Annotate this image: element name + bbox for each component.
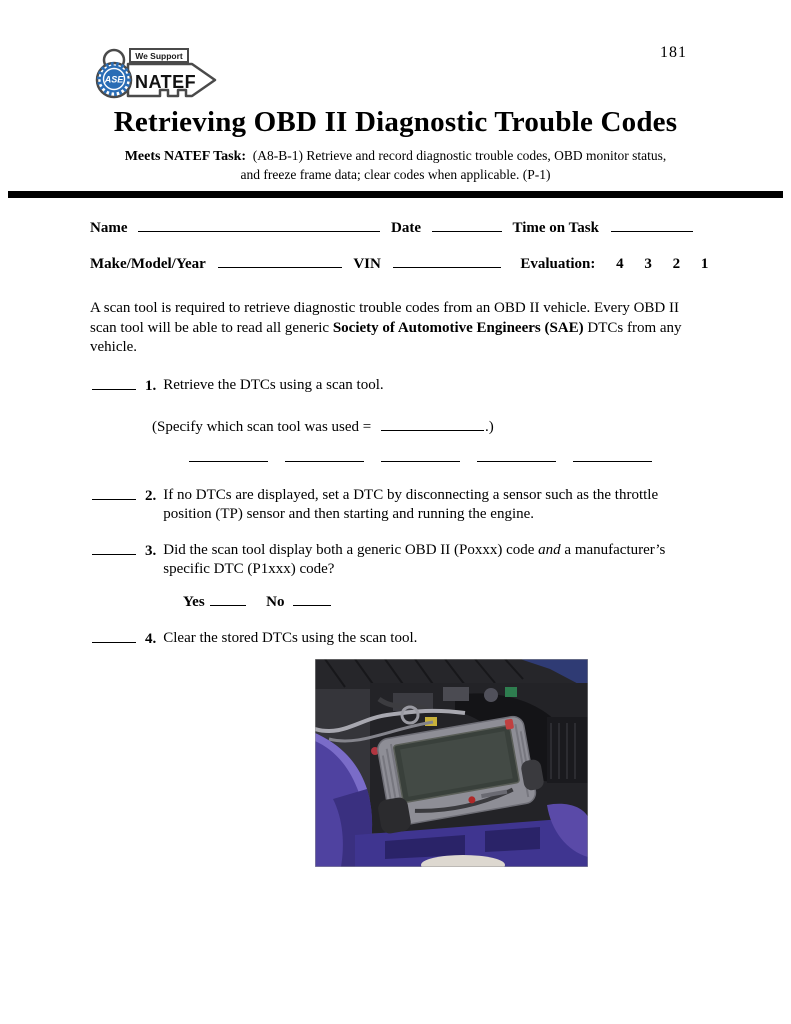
vin-label: VIN xyxy=(353,256,381,272)
task-1-text: Retrieve the DTCs using a scan tool. xyxy=(163,377,384,393)
natef-task-statement xyxy=(0,147,791,184)
yes-field[interactable] xyxy=(210,592,246,606)
make-model-year-field[interactable] xyxy=(218,254,342,268)
sae-bold-text: Society of Automotive Engineers (SAE) xyxy=(332,319,584,336)
task-1-status-blank[interactable] xyxy=(92,376,136,390)
dtc-code-field-5[interactable] xyxy=(573,448,652,462)
intro-paragraph: A scan tool is required to retrieve diagnostic trouble codes from an OBD II vehicle. Every OBD II scan tool will be able to read all generic Society of Automotive Engineers (SAE) DTCs from any vehicle. xyxy=(90,300,682,355)
task-3-italic-and: and xyxy=(538,542,561,558)
yes-label: Yes xyxy=(183,594,205,610)
task-4-number: 4. xyxy=(145,631,157,647)
header-divider-rule xyxy=(8,191,783,198)
date-field[interactable] xyxy=(432,218,502,232)
yes-no-row xyxy=(183,592,331,611)
natef-key-icon xyxy=(88,46,228,104)
page-title: Retrieving OBD II Diagnostic Trouble Codes xyxy=(113,106,678,138)
natef-logo xyxy=(88,46,228,104)
dtc-code-field-3[interactable] xyxy=(381,448,460,462)
task-4-status-blank[interactable] xyxy=(92,629,136,643)
task-line-2: and freeze frame data; clear codes when applicable. (P-1) xyxy=(240,167,551,182)
task-1-number: 1. xyxy=(145,378,157,394)
engine-bay-photo xyxy=(315,659,588,867)
task-item-2 xyxy=(92,486,703,524)
evaluation-score-3[interactable]: 3 xyxy=(644,256,652,272)
dtc-code-field-1[interactable] xyxy=(189,448,268,462)
page-number: 181 xyxy=(660,44,687,61)
task-2-status-blank[interactable] xyxy=(92,486,136,500)
vehicle-info-row xyxy=(90,254,708,273)
time-on-task-field[interactable] xyxy=(611,218,693,232)
natef-label: NATEF xyxy=(135,72,197,92)
task-2-text: If no DTCs are displayed, set a DTC by disconnecting a sensor such as the throttle position (TP) sensor and then starting and running the engine. xyxy=(163,487,659,522)
logo-we-support-label: We Support xyxy=(135,51,183,61)
task-3-number: 3. xyxy=(145,543,157,559)
task-line-1: Meets NATEF Task: (A8-B-1) Retrieve and record diagnostic trouble codes, OBD monitor status, xyxy=(124,148,667,164)
evaluation-label: Evaluation: xyxy=(520,256,596,272)
task-4-text: Clear the stored DTCs using the scan tool. xyxy=(163,630,418,646)
evaluation-score-2[interactable]: 2 xyxy=(672,256,681,272)
task-item-3 xyxy=(92,541,703,579)
name-label: Name xyxy=(90,220,128,236)
scan-tool-name-field[interactable] xyxy=(381,417,484,431)
specify-scan-tool-line: (Specify which scan tool was used = .) xyxy=(152,419,494,435)
task-item-4 xyxy=(92,629,703,648)
task-item-1 xyxy=(92,376,703,395)
engine-bay-photo-graphic xyxy=(315,659,588,867)
no-field[interactable] xyxy=(293,592,331,606)
meets-natef-task-label: Meets NATEF Task: xyxy=(124,149,247,164)
dtc-code-blanks-row xyxy=(189,448,665,467)
no-label: No xyxy=(266,594,285,610)
name-field[interactable] xyxy=(138,218,380,232)
task-3-status-blank[interactable] xyxy=(92,541,136,555)
vin-field[interactable] xyxy=(393,254,501,268)
task-3-text: Did the scan tool display both a generic OBD II (Poxxx) code and a manufacturer’s specific DTC (P1xxx) code? xyxy=(163,542,666,577)
student-info-row xyxy=(90,218,693,237)
dtc-code-field-2[interactable] xyxy=(285,448,364,462)
task-2-number: 2. xyxy=(145,488,157,504)
time-on-task-label: Time on Task xyxy=(512,220,599,236)
dtc-code-field-4[interactable] xyxy=(477,448,556,462)
make-model-year-label: Make/Model/Year xyxy=(90,256,206,272)
evaluation-score-4[interactable]: 4 xyxy=(616,256,624,272)
date-label: Date xyxy=(391,220,421,236)
ase-label: ASE xyxy=(104,74,124,85)
evaluation-score-1[interactable]: 1 xyxy=(700,256,709,272)
